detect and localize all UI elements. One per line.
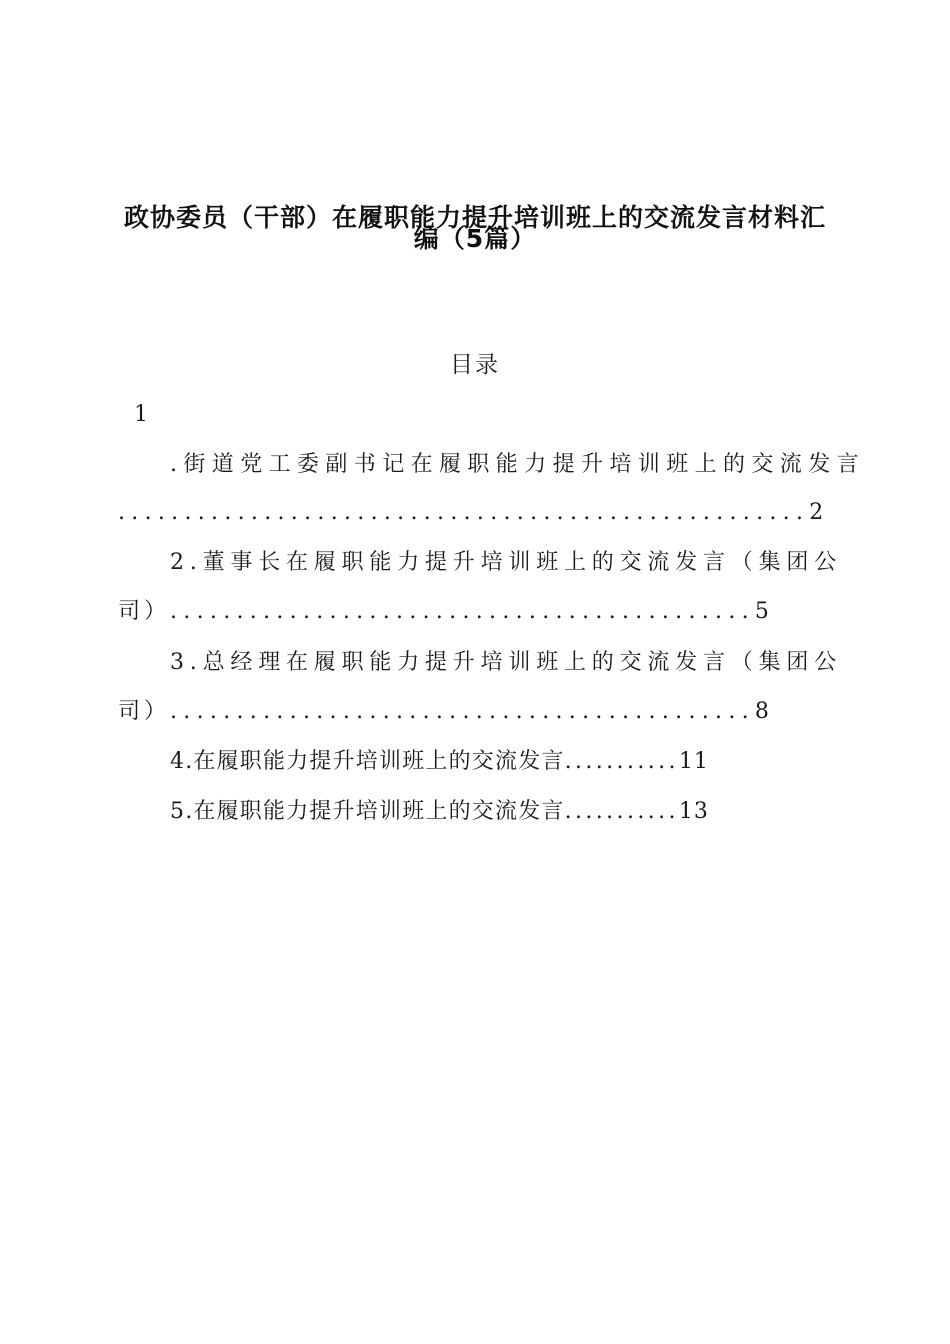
toc-entry-2-continuation-row — [118, 597, 770, 627]
toc-entry-5-title: 5.在履职能力提升培训班上的交流发言 — [170, 799, 565, 824]
toc-entry-3-continuation-row — [118, 697, 770, 727]
toc-entry-5-row[interactable] — [170, 797, 709, 827]
toc-entry-3-page[interactable]: 8 — [754, 699, 770, 724]
toc-entry-2-title[interactable]: 2.董事长在履职能力提升培训班上的交流发言（集团公 — [170, 550, 842, 575]
toc-entry-1-leader: .................................................... — [118, 500, 810, 525]
toc-entry-5-page[interactable]: 13 — [678, 799, 709, 824]
toc-entry-4-row[interactable] — [170, 747, 709, 777]
toc-entry-1-number: 1 — [134, 402, 154, 427]
document-title-line2: 编（5篇） — [413, 224, 537, 253]
toc-entry-1-leader-row — [118, 498, 824, 528]
toc-entry-4-leader: ........... — [564, 749, 679, 774]
toc-entry-2-page[interactable]: 5 — [754, 599, 770, 624]
toc-entry-5-leader: ........... — [564, 799, 679, 824]
toc-entry-1-page[interactable]: 2 — [809, 500, 825, 525]
toc-entry-4-page[interactable]: 11 — [678, 749, 709, 774]
toc-entry-4-title: 4.在履职能力提升培训班上的交流发言 — [170, 749, 565, 774]
toc-entry-3-title-continued: 司） — [118, 699, 171, 724]
toc-entry-3-leader: ............................................ — [170, 699, 755, 724]
toc-entry-2-title-continued: 司） — [118, 599, 171, 624]
toc-entry-1-title[interactable]: .街道党工委副书记在履职能力提升培训班上的交流发言 — [170, 452, 865, 477]
document-title-line1: 政协委员（干部）在履职能力提升培训班上的交流发言材料汇 — [123, 203, 826, 232]
toc-entry-2-leader: ............................................ — [170, 599, 755, 624]
toc-heading: 目录 — [450, 352, 500, 378]
toc-entry-3-title[interactable]: 3.总经理在履职能力提升培训班上的交流发言（集团公 — [170, 650, 842, 675]
